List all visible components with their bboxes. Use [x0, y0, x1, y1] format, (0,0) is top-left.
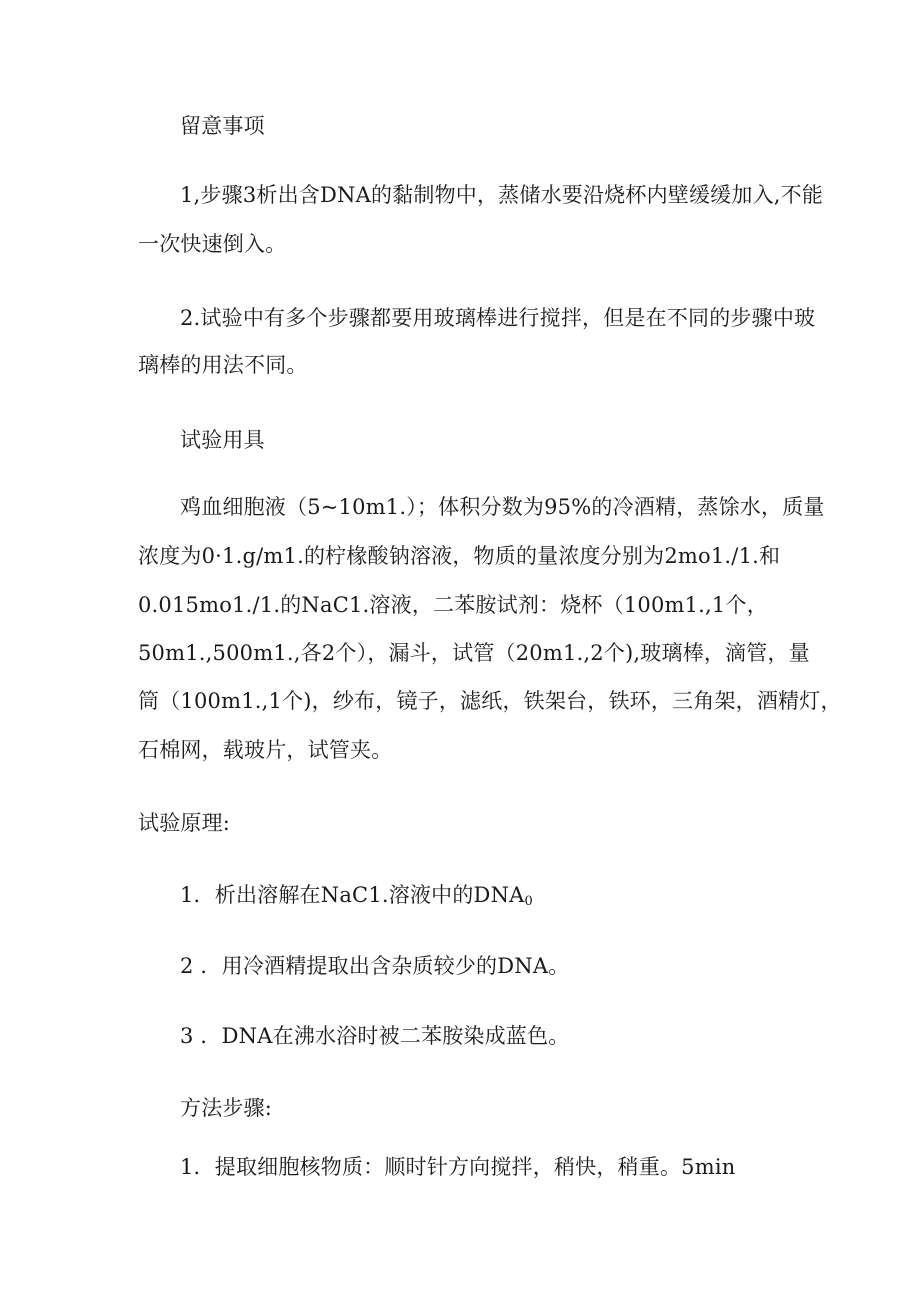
equipment-line-4: 50m1.,500m1.,各2个），漏斗，试管（20m1.,2个),玻璃棒，滴管，量 — [138, 641, 810, 665]
equipment-line-2: 浓度为0·1.g/m1.的柠椽酸钠溶液，物质的量浓度分别为2mo1./1.和 — [138, 544, 781, 568]
equipment-line-5: 筒（100m1.,1个)，纱布，镜子，滤纸，铁架台，铁环，三角架，酒精灯， — [138, 689, 842, 713]
equipment-heading: 试验用具 — [180, 428, 265, 452]
equipment-line-1: 鸡血细胞液（5~10m1.）；体积分数为95%的冷酒精，蒸馀水，质量 — [180, 495, 825, 519]
notes-item-1-line-1: 1,步骤3析出含DNA的黏制物中，蒸储水要沿烧杯内壁缓缓加入,不能 — [180, 183, 824, 207]
method-item-1: 1．提取细胞核物质：顺时针方向搅拌，稍快，稍重。5min — [180, 1155, 736, 1179]
notes-item-2-line-1: 2.试验中有多个步骤都要用玻璃棒进行搅拌，但是在不同的步骤中玻 — [180, 306, 816, 330]
notes-heading: 留意事项 — [180, 114, 265, 138]
notes-item-2-line-2: 璃棒的用法不同。 — [138, 353, 308, 377]
equipment-line-6: 石棉网，载玻片，试管夹。 — [138, 738, 393, 762]
principle-item-3: 3 ．DNA在沸水浴时被二苯胺染成蓝色。 — [180, 1024, 570, 1048]
notes-item-1-line-2: 一次快速倒入。 — [138, 232, 287, 256]
principle-heading: 试验原理: — [138, 811, 231, 835]
principle-item-2: 2 ．用冷酒精提取出含杂质较少的DNA。 — [180, 954, 570, 978]
principle-item-1-subscript: 0 — [524, 894, 534, 909]
method-heading: 方法步骤: — [180, 1096, 273, 1120]
principle-item-1-text: 1．析出溶解在NaC1.溶液中的DNA — [180, 883, 525, 907]
principle-item-1 — [180, 885, 533, 908]
equipment-line-3: 0.015mo1./1.的NaC1.溶液，二苯胺试剂：烧杯（100m1.,1个， — [138, 593, 768, 617]
